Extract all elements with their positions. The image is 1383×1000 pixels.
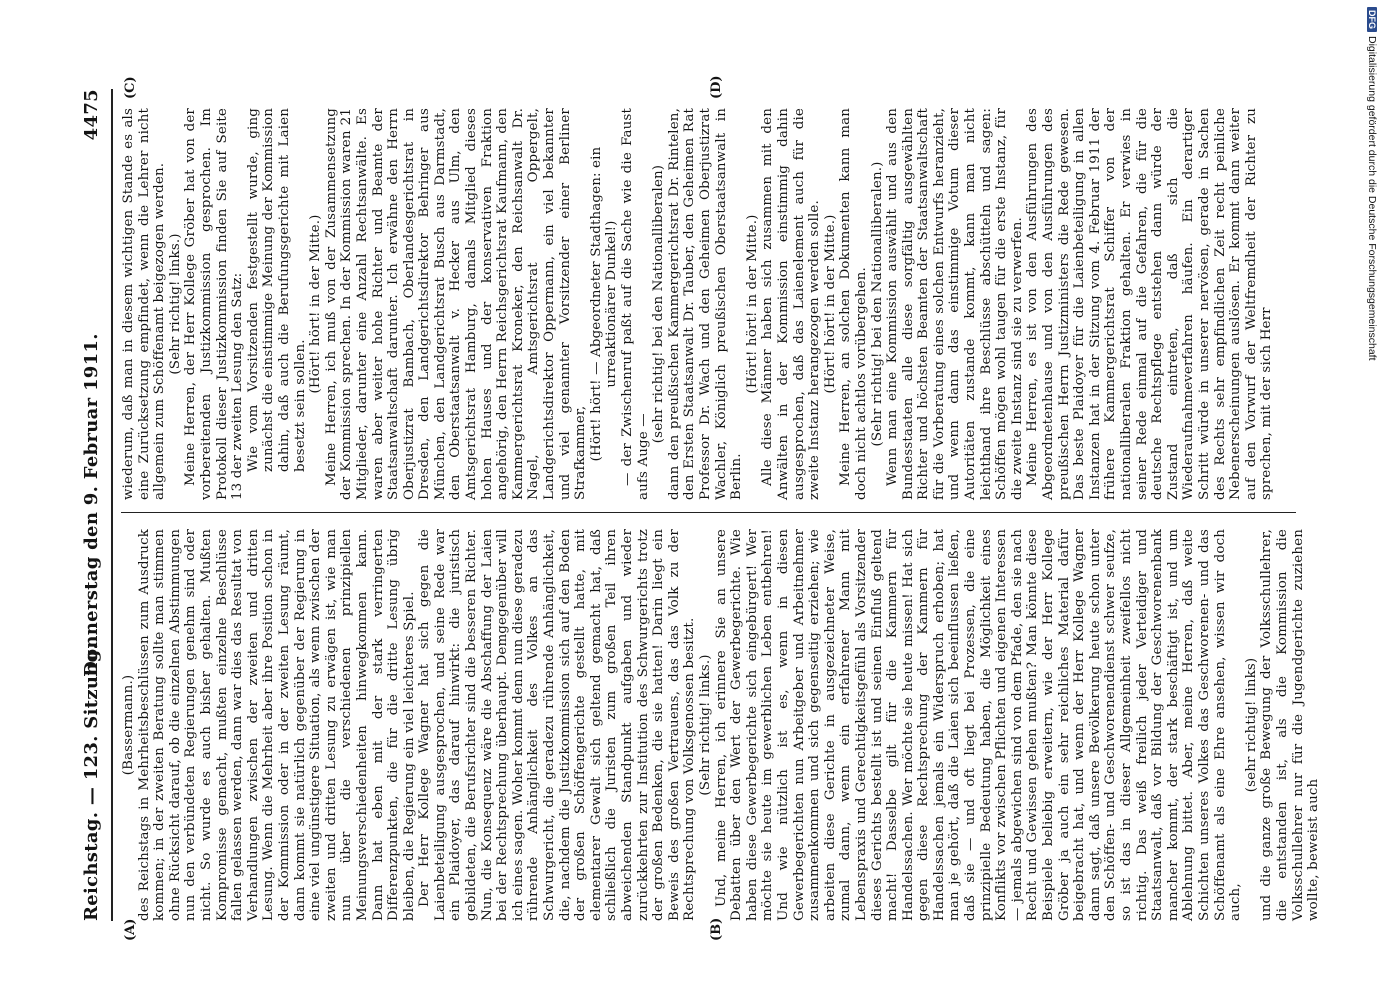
- header-left: Reichstag. — 123. Sitzung.: [81, 642, 102, 921]
- interjection: (Hört! hört! in der Mitte.): [744, 214, 760, 394]
- paragraph: Meine Herren, ich muß von der Zusammensetzung der Kommission sprechen. In der Kommission waren 21 Mitglieder, darunter eine Anzahl Rechtsanwälte. Es waren aber weiter hohe Richter und Beamte der Staatsanwaltschaft darunter. Ich erwähne den Herrn Oberjustizrat Bambach, Oberlandesgerichtsrat in Dresden, den Landgerichtsdirektor Behringer aus München, den Landgerichtsrat Busch aus Darmstadt, den Oberstaatsanwalt v. Hecker aus Ulm, den Amtsgerichtsrat Hamburg, damals Mitglied dieses hohen Hauses und der konservativen Fraktion angehörig, den Herrn Reichsgerichtsrat Kaufmann, den Kammergerichtsrat Kroneker, den Reichsanwalt Dr. Nagel, Amtsgerichtsrat Oppergelt, Landgerichtsdirektor Oppermann, ein viel bekannter und viel genannter Vorsitzender einer Berliner Strafkammer,: [323, 108, 589, 500]
- paragraph: Wenn man eine Kommission auswählt und aus den Bundesstaaten alle diese sorgfältig ausgewählten Richter und höchsten Beamten der Staatsanwaltschaft für die Vorberatung eines solchen Entwurfs heranzieht, und wenn dann das einstimmige Votum dieser Autoritäten zustande kommt, kann man nicht leichthand ihre Beschlüsse abschütteln und sagen: Schöffen mögen wohl taugen für die erste Instanz, für die zweite Instanz sind sie zu verwerfen.: [885, 108, 1025, 500]
- header-date: Donnerstag den 9. Februar 1911.: [81, 333, 102, 677]
- interjection: (sehr richtig! links): [1243, 657, 1259, 793]
- margin-mark-b: (B): [709, 917, 724, 941]
- page-header: [81, 89, 107, 921]
- paragraph: Meine Herren, der Herr Kollege Gröber hat von der vorbereitenden Justizkommission gesprochen. Im Protokoll dieser Justizkommission finden Sie auf Seite 13 der zweiten Lesung den Satz:: [183, 108, 246, 500]
- newspaper-page: [81, 71, 1322, 943]
- paragraph: Meine Herren, es ist von den Ausführungen des Abgeordnetenhause und von den Ausführungen des preußischen Herrn Justizministers die Rede gewesen. Das beste Plaidoyer für die Laienbeteiligung in allen Instanzen hat in der Sitzung vom 4. Februar 1911 der frühere Kammergerichtsrat Schiffer von der nationalliberalen Fraktion gehalten. Er verwies in seiner Rede einmal auf die Gefahren, die für die deutsche Rechtspflege entstehen dann würde der Zustand eintreten, daß sich die Wiederaufnahmeverfahren häufen. Ein derartiger Schritt würde in unserer nervösen, gerade in Sachen des Rechts sehr empfindlichen Zeit recht peinliche Nebenerscheinungen auslösen. Er kommt dann weiter auf den Vorwurf der Weltfremdheit der Richter zu sprechen, mit der sich Herr: [1025, 108, 1275, 500]
- margin-mark-a: (A): [123, 918, 138, 941]
- rotated-page-content: [81, 71, 1322, 943]
- paragraph: — der Zwischenruf paßt auf die Sache wie die Faust aufs Auge —: [620, 108, 651, 500]
- credit-text: Digitalisierung gefördert durch die Deutsche Forschungsgemeinschaft: [1366, 36, 1378, 361]
- paragraph: Alle diese Männer haben sich zusammen mit den Anwälten in der Kommission einstimmig dahin ausgesprochen, daß das Laienelement auch für die zweite Instanz herangezogen werden solle.: [760, 108, 823, 500]
- interjection: (Hört! hört! in der Mitte.): [822, 214, 838, 394]
- interjection: (sehr richtig! bei den Nationalliberalen): [651, 164, 667, 444]
- header-rule: [111, 89, 113, 921]
- interjection: (Sehr richtig! links.): [167, 233, 183, 375]
- paragraph: Und, meine Herren, ich erinnere Sie an unsere Debatten über den Wert der Gewerbegerichte. Wie haben diese Gewerbegerichte sich eingebürgert! Wer möchte sie heute im gewerblichen Leben entbehren! Und wie nützlich ist es, wenn in diesen Gewerbegerichten nun Arbeitgeber und Arbeitnehmer zusammenkommen und sich gegenseitig erziehen; wie arbeiten diese Gerichte in ausgezeichneter Weise, zumal dann, wenn ein erfahrener Mann mit Lebenspraxis und Gerechtigkeitsgefühl als Vorsitzender dieses Gerichts bestellt ist und seinen Einfluß geltend macht! Dasselbe gilt für die Kammern für Handelssachen. Wer möchte sie heute missen! Hat sich gegen diese Rechtsprechung der Kammern für Handelssachen jemals ein Widerspruch erhoben; hat man je gehört, daß die Laien sich beeinflussen ließen, daß sie — und oft liegt bei Prozessen, die eine prinzipielle Bedeutung haben, die Möglichkeit eines Konflikts vor zwischen Pflichten und eigenen Interessen — jemals abgewichen sind von dem Pfade, den sie nach Recht und Gewissen gehen mußten? Man könnte diese Beispiele beliebig erweitern, wie der Herr Kollege Gröber ja auch ein sehr reichliches Material dafür beigebracht hat, und wenn der Herr Kollege Wagner dann sagt, daß unsere Bevölkerung heute schon unter den Schöffen- und Geschworenendienst schwer seufze, so ist das in dieser Allgemeinheit zweifellos nicht richtig. Das weiß freilich jeder Verteidiger und Staatsanwalt, daß vor Bildung der Geschworenenbank mancher kommt, der stark beschäftigt ist, und um Ablehnung bittet. Aber, meine Herren, daß weite Schichten unseres Volkes das Geschworenen- und das Schöffenamt als eine Ehre ansehen, wissen wir doch auch,: [713, 529, 1244, 921]
- column-left: [121, 529, 1322, 921]
- interjection: (Hört! hört! in der Mitte.): [308, 214, 324, 394]
- interjection: (Sehr richtig! links.): [697, 654, 713, 796]
- interjection: (Hört! hört! — Abgeordneter Stadthagen: ein urreaktionärer Dunkel!): [588, 146, 620, 462]
- paragraph: und die ganze große Bewegung der Volksschullehrer, die entstanden ist, als die Kommission die Volksschullehrer nur für die Jugendgerichte zuziehen wollte, beweist auch: [1259, 529, 1322, 921]
- dfg-logo-icon: DFG: [1367, 7, 1377, 32]
- column-right: [121, 108, 1275, 500]
- margin-mark-c: (C): [123, 76, 138, 99]
- speaker-name: (Bassermann.): [121, 674, 136, 776]
- paragraph: Meine Herren, an solchen Dokumenten kann man doch nicht achtlos vorübergehen.: [838, 108, 869, 500]
- quotation: Wie vom Vorsitzenden festgestellt wurde, ging zunächst die einstimmige Meinung der Kommission dahin, daß auch die Berufungsgerichte mit Laien besetzt sein sollen.: [245, 108, 308, 472]
- paragraph: Der Herr Kollege Wagner hat sich gegen die Laienbeteiligung ausgesprochen, und seine Rede war ein Plaidoyer, das darauf hinwirkt: die juristisch gebildeten, die Berufsrichter sind die besseren Richter. Nun, die Konsequenz wäre die Abschaffung der Laien bei der Rechtsprechung überhaupt. Demgegenüber will ich eines sagen. Woher kommt denn nun diese geradezu rührende Anhänglichkeit des Volkes an das Schwurgericht, die geradezu rührende Anhänglichkeit, die, nachdem die Justizkommission sich auf den Boden der großen Schöffengerichte gestellt hatte, mit elementarer Gewalt sich geltend gemacht hat, daß schließlich die Juristen zum großen Teil ihren abweichenden Standpunkt aufgaben und wieder zurückkehrten zur Institution des Schwurgerichts trotz der großen Bedenken, die sie hatten! Darin liegt ein Beweis des großen Vertrauens, das das Volk zu der Rechtsprechung von Volksgenossen besitzt.: [417, 529, 698, 921]
- paragraph: dann den preußischen Kammergerichtsrat Dr. Rintelen, den Ersten Staatsanwalt Dr. Tauber, den Geheimen Rat Professor Dr. Wach und den Geheimen Oberjustizrat Wachler, Königlich preußischen Oberstaatsanwalt in Berlin.: [666, 108, 745, 500]
- column-divider: [121, 512, 1296, 513]
- paragraph: wiederum, daß man in diesem wichtigen Stande es als eine Zurücksetzung empfindet, wenn die Lehrer nicht allgemein zum Schöffenamt beigezogen werden.: [121, 108, 168, 500]
- paragraph: des Reichstags in Mehrheitsbeschlüssen zum Ausdruck kommen; in der zweiten Beratung sollte man stimmen ohne Rücksicht darauf, ob die einzelnen Abstimmungen nun den verbündeten Regierungen genehm sind oder nicht. So wurde es auch bisher gehalten. Mußten Kompromisse gemacht, mußten einzelne Beschlüsse fallen gelassen werden, dann war dies das Resultat von Verhandlungen zwischen der zweiten und dritten Lesung. Wenn die Mehrheit aber ihre Position schon in der Kommission oder in der zweiten Lesung räumt, dann kommt sie natürlich gegenüber der Regierung in eine viel ungünstigere Situation, als wenn zwischen der zweiten und dritten Lesung zu erwägen ist, wie man nun über die verschiedenen prinzipiellen Meinungsverschiedenheiten hinwegkommen kann. Dann hat eben mit der stark verringerten Differenzpunkten, die für die dritte Lesung übrig bleiben, die Regierung ein viel leichteres Spiel.: [136, 529, 417, 921]
- interjection: (Sehr richtig! bei den Nationalliberalen.): [869, 161, 885, 447]
- margin-mark-d: (D): [709, 75, 724, 99]
- page-number: 4475: [81, 89, 102, 141]
